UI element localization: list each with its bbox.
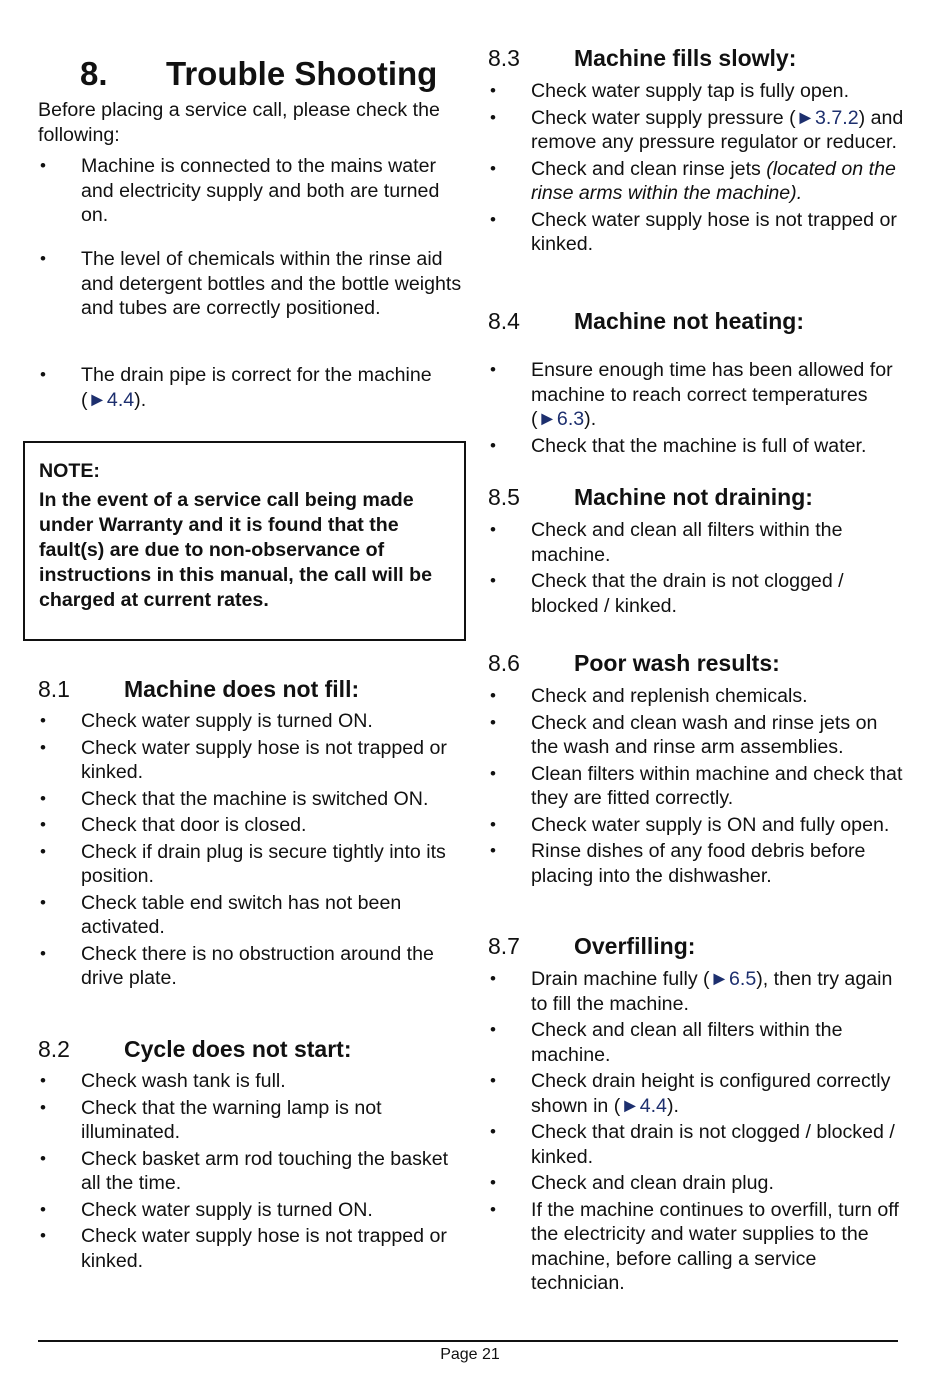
section-list-8-4 [488, 358, 908, 460]
list-item: • Check water supply tap is fully open. [488, 79, 908, 104]
list-item: • Machine is connected to the mains water and electricity supply and both are turned on. [38, 154, 468, 228]
list-item: • Check there is no obstruction around the drive plate. [38, 942, 458, 991]
section-list-8-2 [38, 1069, 458, 1275]
list-item: • Check water supply is turned ON. [38, 709, 458, 734]
list-item: • Check basket arm rod touching the basket all the time. [38, 1147, 458, 1196]
list-item: • Check that the warning lamp is not illuminated. [38, 1096, 458, 1145]
warranty-note [23, 441, 466, 641]
section-heading-8-1: 8.1 Machine does not fill: [38, 676, 360, 702]
list-item: • If the machine continues to overfill, turn off the electricity and water supplies to the machine, before calling a service technician. [488, 1198, 908, 1296]
section-heading-8-6: 8.6 Poor wash results: [488, 650, 780, 676]
list-item: • Check and replenish chemicals. [488, 684, 908, 709]
section-list-8-1 [38, 709, 458, 993]
page-title [80, 54, 437, 94]
title-text: Trouble Shooting [166, 55, 438, 92]
list-item: • Check water supply hose is not trapped or kinked. [38, 736, 458, 785]
list-item: • Check water supply is ON and fully open. [488, 813, 908, 838]
section-reference-link[interactable]: ►6.3 [537, 408, 585, 430]
list-item: • Check if drain plug is secure tightly into its position. [38, 840, 458, 889]
list-item: • Check drain height is configured correctly shown in (►4.4). [488, 1069, 908, 1118]
section-list-8-7 [488, 967, 908, 1298]
section-reference-link[interactable]: ►6.5 [709, 968, 757, 990]
list-item: • Check and clean drain plug. [488, 1171, 908, 1196]
note-heading: NOTE: [39, 460, 100, 482]
list-item: • Check water supply pressure (►3.7.2) and remove any pressure regulator or reducer. [488, 106, 908, 155]
list-item: • Check water supply hose is not trapped or kinked. [38, 1224, 458, 1273]
section-list-8-6 [488, 684, 908, 890]
section-heading-8-7: 8.7 Overfilling: [488, 933, 696, 959]
list-item: • The drain pipe is correct for the machine (►4.4). [38, 363, 468, 412]
section-heading-8-2: 8.2 Cycle does not start: [38, 1036, 352, 1062]
list-item: • Check that door is closed. [38, 813, 458, 838]
section-list-8-3 [488, 79, 908, 259]
list-item: • Rinse dishes of any food debris before placing into the dishwasher. [488, 839, 908, 888]
note-body: In the event of a service call being made under Warranty and it is found that the fault(s) are due to non-observance of instructions in this manual, the call will be charged at current rates. [39, 489, 433, 611]
list-item: • Check that the drain is not clogged / blocked / kinked. [488, 569, 908, 618]
section-list-8-5 [488, 518, 908, 620]
list-item: • Check water supply hose is not trapped or kinked. [488, 208, 908, 257]
footer-divider [38, 1340, 898, 1342]
list-item: • Drain machine fully (►6.5), then try again to fill the machine. [488, 967, 908, 1016]
section-reference-link[interactable]: ►4.4 [620, 1094, 667, 1117]
list-item: • Check and clean rinse jets (located on the rinse arms within the machine). [488, 157, 908, 206]
list-item: • Check and clean all filters within the machine. [488, 1018, 908, 1067]
list-item: • Check and clean all filters within the machine. [488, 518, 908, 567]
section-heading-8-5: 8.5 Machine not draining: [488, 484, 813, 510]
list-item: • Check that the machine is full of water. [488, 434, 908, 459]
list-item: • Ensure enough time has been allowed for machine to reach correct temperatures (►6.3). [488, 358, 908, 432]
list-item: • Check table end switch has not been activated. [38, 891, 458, 940]
section-reference-link[interactable]: ►3.7.2 [795, 106, 859, 129]
list-item: • Check and clean wash and rinse jets on the wash and rinse arm assemblies. [488, 711, 908, 760]
section-heading-8-4: 8.4 Machine not heating: [488, 308, 804, 334]
section-heading-8-3: 8.3 Machine fills slowly: [488, 45, 797, 71]
list-item: • Clean filters within machine and check that they are fitted correctly. [488, 762, 908, 811]
section-reference-link[interactable]: ►4.4 [87, 388, 135, 411]
intro-text: Before placing a service call, please check the following: [38, 99, 440, 146]
list-item: • Check wash tank is full. [38, 1069, 458, 1094]
title-number: 8. [80, 55, 108, 92]
list-item: • Check water supply is turned ON. [38, 1198, 458, 1223]
page-number: Page 21 [440, 1346, 500, 1363]
list-item: • Check that drain is not clogged / blocked / kinked. [488, 1120, 908, 1169]
list-item: • Check that the machine is switched ON. [38, 787, 458, 812]
list-item: • The level of chemicals within the rinse aid and detergent bottles and the bottle weights and tubes are correctly positioned. [38, 247, 468, 321]
